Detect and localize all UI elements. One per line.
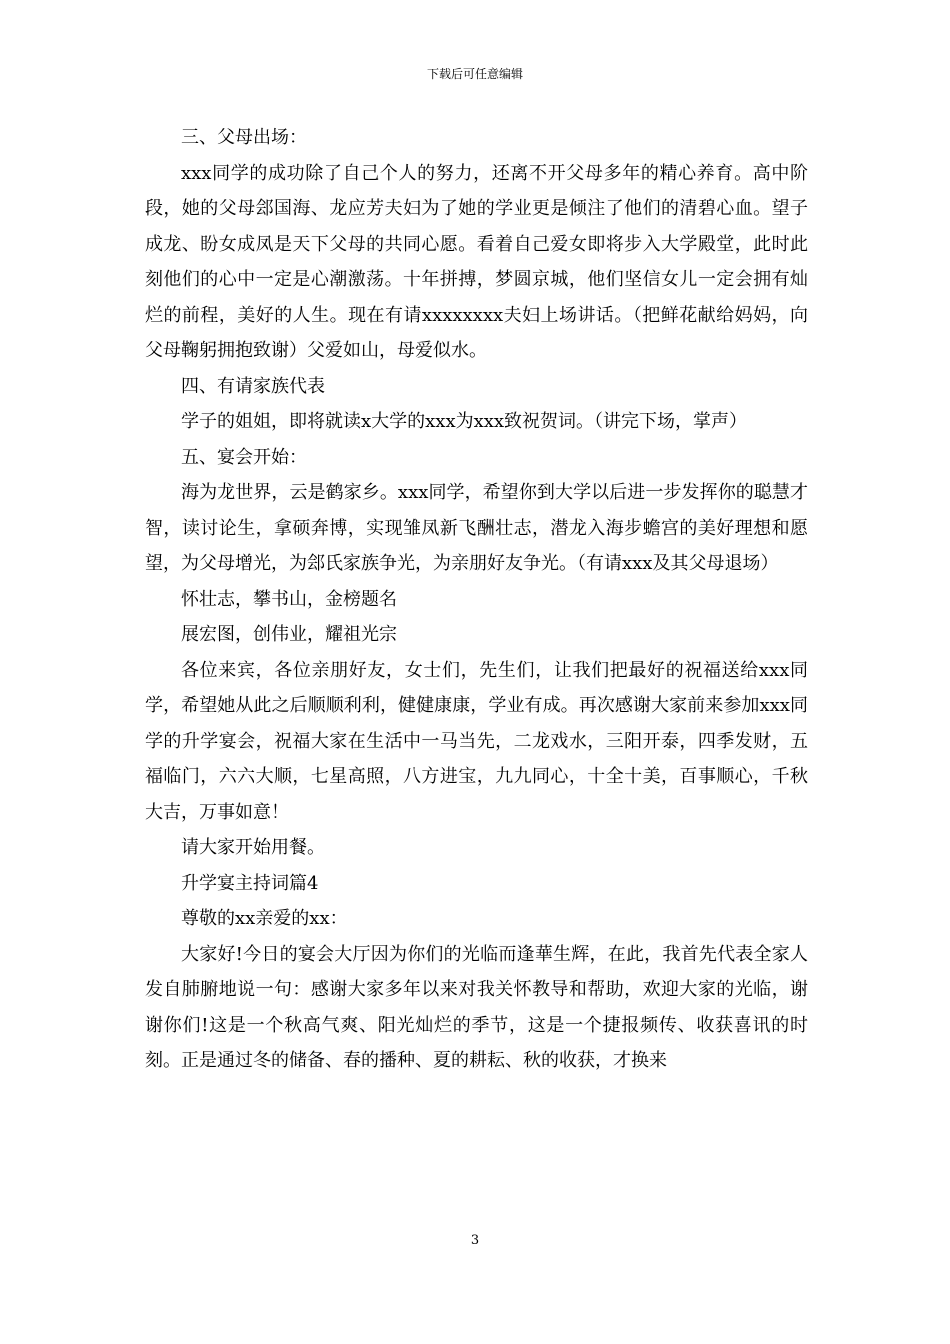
paragraph-welcome: 大家好!今日的宴会大厅因为你们的光临而逢華生辉，在此，我首先代表全家人发自肺腑地说一句：感谢大家多年以来对我关怀教导和帮助，欢迎大家的光临，谢谢你们!这是一个秋高气爽、阳光灿烂的季节，这是一个捷报频传、收获喜讯的时刻。正是通过冬的储备、春的播种、夏的耕耘、秋的收获，才换来	[145, 943, 808, 1071]
paragraph-sister-speech: 学子的姐姐，即将就读x大学的xxx为xxx致祝贺词。（讲完下场，掌声）	[181, 411, 748, 432]
section-heading-parents: 三、父母出场：	[181, 127, 307, 148]
paragraph-blessing: 海为龙世界，云是鹤家乡。xxx同学，希望你到大学以后进一步发挥你的聪慧才智，读讨论生，拿硕奔博，实现雏凤新飞酬壮志，潜龙入海步蟾宫的美好理想和愿望，为父母增光，为郐氏家族争光，为亲朋好友争光。（有请xxx及其父母退场）	[145, 482, 808, 574]
salutation: 尊敬的xx亲爱的xx：	[181, 908, 348, 929]
page-number: 3	[470, 1233, 480, 1248]
page-header: 下载后可任意编辑	[426, 67, 523, 81]
section-heading-family-rep: 四、有请家族代表	[181, 375, 325, 397]
section-heading-banquet-start: 五、宴会开始：	[181, 446, 307, 468]
article-title-part-4: 升学宴主持词篇4	[181, 872, 319, 894]
verse-line-1: 怀壮志，攀书山，金榜题名	[181, 588, 397, 610]
paragraph-parents-intro: xxx同学的成功除了自己个人的努力，还离不开父母多年的精心养育。高中阶段，她的父母郐国海、龙应芳夫妇为了她的学业更是倾注了他们的清碧心血。望子成龙、盼女成凤是天下父母的共同心愿。看着自己爱女即将步入大学殿堂，此时此刻他们的心中一定是心潮激荡。十年拼搏，梦圆京城，他们坚信女儿一定会拥有灿烂的前程，美好的人生。现在有请xxxxxxxx夫妇上场讲话。（把鲜花献给妈妈，向父母鞠躬拥抱致谢）父爱如山，母爱似水。	[145, 162, 808, 361]
paragraph-start-meal: 请大家开始用餐。	[181, 837, 325, 858]
paragraph-closing-wishes: 各位来宾，各位亲朋好友，女士们，先生们，让我们把最好的祝福送给xxx同学，希望她从此之后顺顺利利，健健康康，学业有成。再次感谢大家前来参加xxx同学的升学宴会，祝福大家在生活中一马当先，二龙戏水，三阳开泰，四季发财，五福临门，六六大顺，七星高照，八方进宝，九九同心，十全十美，百事顺心，千秋大吉，万事如意！	[145, 659, 808, 823]
document-body	[145, 120, 808, 1079]
verse-line-2: 展宏图，创伟业，耀祖光宗	[181, 624, 397, 645]
